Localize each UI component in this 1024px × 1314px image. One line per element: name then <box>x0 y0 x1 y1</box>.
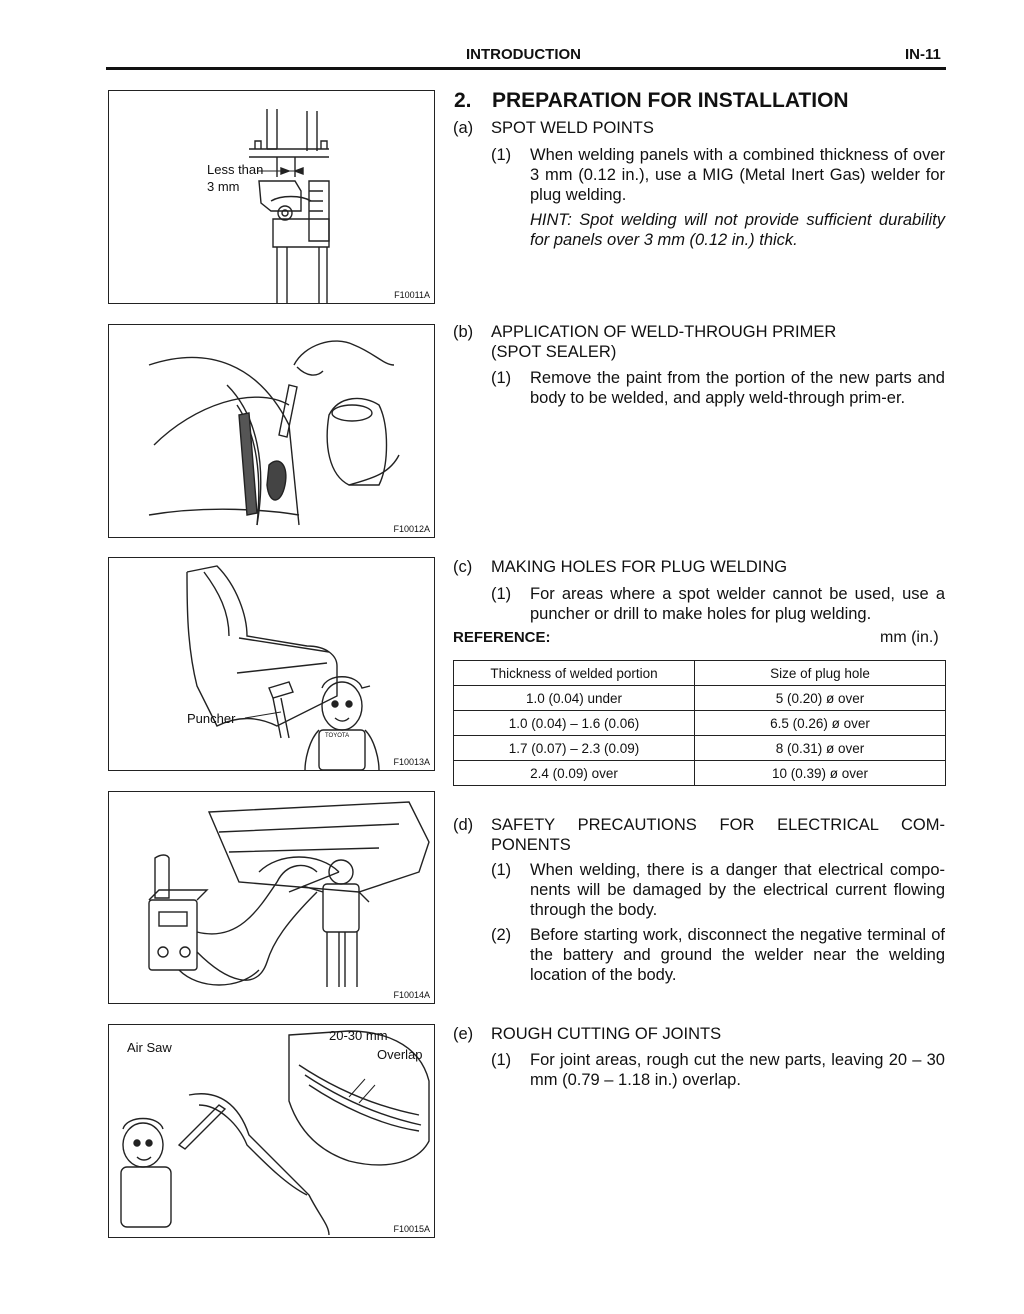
figure-code: F10013A <box>393 757 430 767</box>
table-row <box>454 711 946 736</box>
item-letter-e: (e) <box>453 1025 474 1043</box>
item-letter-b: (b) <box>453 323 474 341</box>
table-cell: 5 (0.20) ø over <box>695 686 946 711</box>
section-number: 2. <box>454 89 472 112</box>
plug-hole-table <box>453 660 946 786</box>
figure-welder-safety <box>108 791 435 1004</box>
step-number: (2) <box>491 926 512 944</box>
figure-weld-through-primer <box>108 324 435 538</box>
label-less-than: Less than <box>207 162 264 177</box>
item-title-a: SPOT WELD POINTS <box>491 119 654 137</box>
reference-label: REFERENCE: <box>453 629 551 646</box>
item-letter-a: (a) <box>453 119 474 137</box>
table-cell: 1.0 (0.04) – 1.6 (0.06) <box>454 711 695 736</box>
item-title-c: MAKING HOLES FOR PLUG WELDING <box>491 558 788 576</box>
table-row <box>454 761 946 786</box>
hint-text: HINT: Spot welding will not provide sufficient durability for panels over 3 mm (0.12 in.) thick. <box>530 211 945 249</box>
section-title: PREPARATION FOR INSTALLATION <box>492 89 849 112</box>
table-cell: 1.0 (0.04) under <box>454 686 695 711</box>
label-overlap: Overlap <box>377 1047 423 1062</box>
item-title-b-line2: (SPOT SEALER) <box>491 343 617 361</box>
step-number: (1) <box>491 585 512 603</box>
step-text: When welding, there is a danger that electrical compo-nents will be damaged by the electrical current flowing through the body. <box>530 861 945 919</box>
table-cell: 8 (0.31) ø over <box>695 736 946 761</box>
table-cell: 6.5 (0.26) ø over <box>695 711 946 736</box>
running-header-title: INTRODUCTION <box>466 46 581 63</box>
step-number: (1) <box>491 861 512 879</box>
label-toyota: TOYOTA <box>325 733 350 739</box>
figure-spot-weld <box>108 90 435 304</box>
item-title-e: ROUGH CUTTING OF JOINTS <box>491 1025 722 1043</box>
step-text: When welding panels with a combined thickness of over 3 mm (0.12 in.), use a MIG (Metal Inert Gas) welder for plug welding. <box>530 146 945 204</box>
label-puncher: Puncher <box>187 711 236 726</box>
step-number: (1) <box>491 1051 512 1069</box>
table-header-cell: Size of plug hole <box>695 661 946 686</box>
step-text: Remove the paint from the portion of the new parts and body to be welded, and apply weld-through prim-er. <box>530 369 945 407</box>
reference-unit: mm (in.) <box>880 629 939 646</box>
puncher-illustration <box>109 558 434 770</box>
figure-code: F10012A <box>393 524 430 534</box>
step-text: For areas where a spot welder cannot be used, use a puncher or drill to make holes for plug welding. <box>530 585 945 623</box>
table-cell: 2.4 (0.09) over <box>454 761 695 786</box>
table-header-cell: Thickness of welded portion <box>454 661 695 686</box>
table-header-row <box>454 661 946 686</box>
figure-rough-cutting <box>108 1024 435 1238</box>
table-row <box>454 686 946 711</box>
figure-code: F10011A <box>394 290 430 300</box>
item-title-d: SAFETY PRECAUTIONS FOR ELECTRICAL COM-PONENTS <box>491 816 945 854</box>
step-text: For joint areas, rough cut the new parts, leaving 20 – 30 mm (0.79 – 1.18 in.) overlap. <box>530 1051 945 1089</box>
item-letter-c: (c) <box>453 558 473 576</box>
label-air-saw: Air Saw <box>127 1040 172 1055</box>
primer-application-illustration <box>109 325 434 537</box>
step-number: (1) <box>491 146 512 164</box>
table-cell: 1.7 (0.07) – 2.3 (0.09) <box>454 736 695 761</box>
figure-puncher <box>108 557 435 771</box>
header-rule <box>106 67 946 70</box>
label-overlap-distance: 20-30 mm <box>329 1028 388 1043</box>
step-number: (1) <box>491 369 512 387</box>
item-letter-d: (d) <box>453 816 474 834</box>
figure-code: F10014A <box>393 990 430 1000</box>
table-row <box>454 736 946 761</box>
item-title-b: APPLICATION OF WELD-THROUGH PRIMER <box>491 323 837 341</box>
spot-welder-illustration <box>109 91 434 303</box>
page-number: IN-11 <box>905 46 941 63</box>
table-cell: 10 (0.39) ø over <box>695 761 946 786</box>
welder-illustration <box>109 792 434 1003</box>
label-3mm: 3 mm <box>207 179 240 194</box>
step-text: Before starting work, disconnect the negative terminal of the battery and ground the welder near the welding location of the body. <box>530 926 945 984</box>
figure-code: F10015A <box>393 1224 430 1234</box>
